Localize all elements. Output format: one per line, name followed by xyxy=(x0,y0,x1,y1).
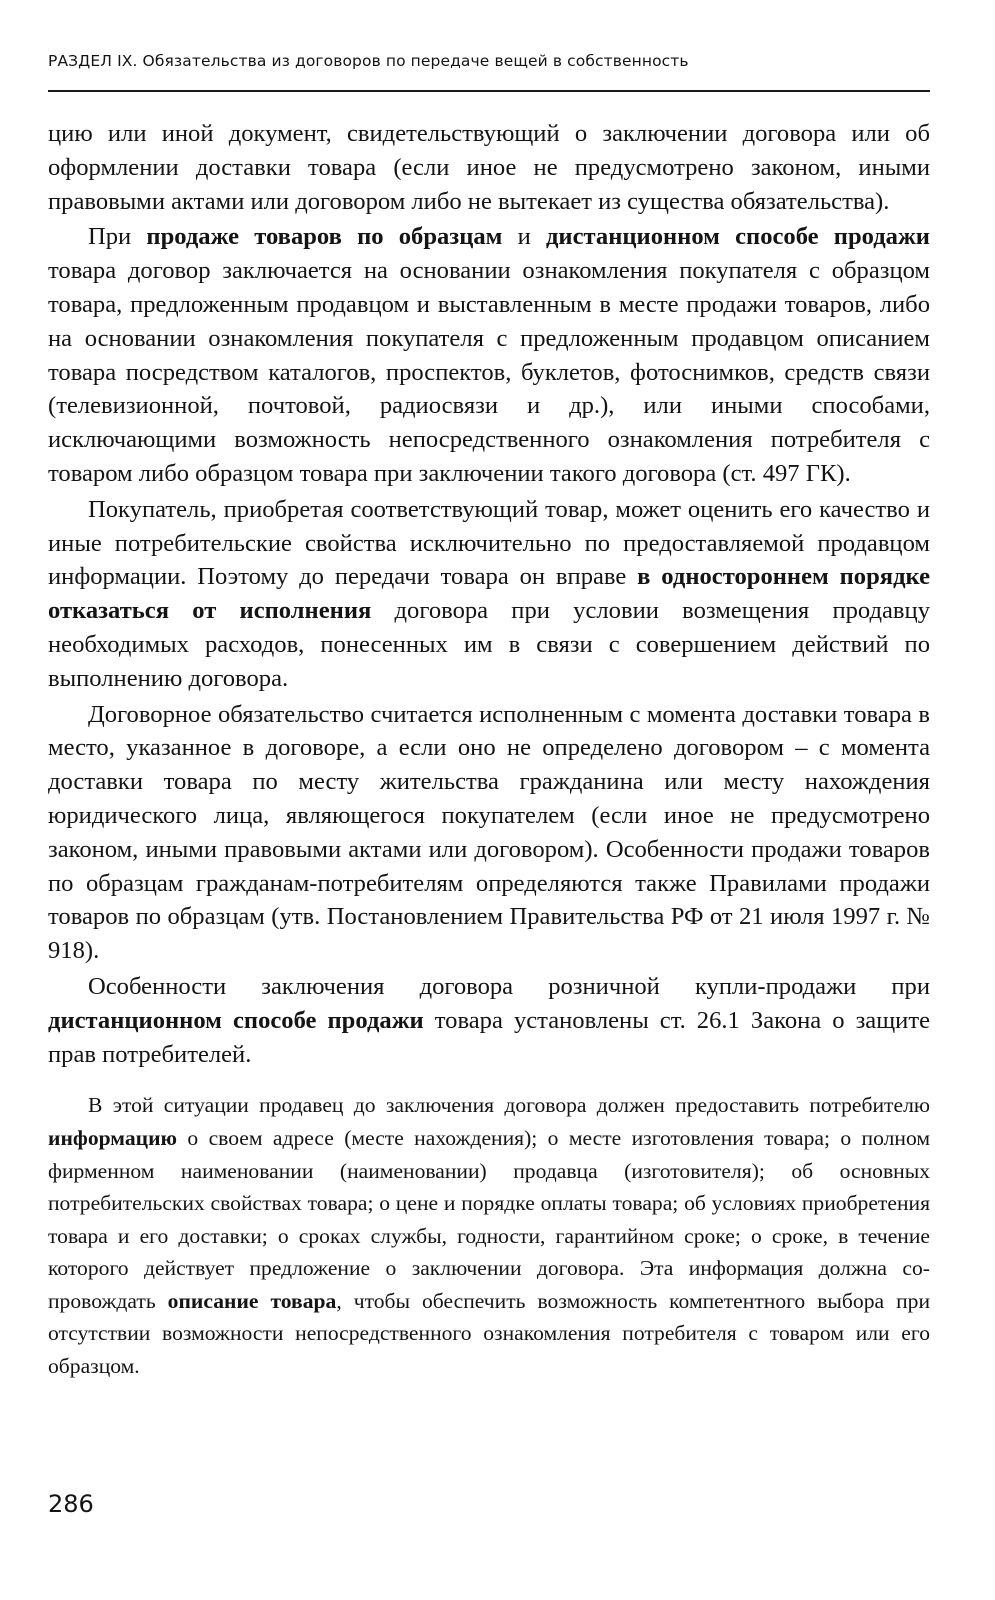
paragraph-5-text-2: товара установлены ст. 26.1 Закона о защите прав потребителей. xyxy=(48,1006,930,1068)
paragraph-4 xyxy=(48,698,930,968)
paragraph-1 xyxy=(48,117,930,218)
paragraph-6 xyxy=(48,1089,930,1382)
term-distance-selling-2: дистанционном способе продажи xyxy=(48,1006,424,1034)
paragraph-2-text-3: товара договор заключается на основании ознакомления покупателя с образцом товара, предложенным продавцом и выставленным в месте продажи товаров, либо на основании ознакомления покупателя с предложенным продавцом описанием товара посредством каталогов, проспектов, буклетов, фотоснимков, средств связи (телевизионной, почтовой, радиосвязи и др.), или иными способами, исключающими возможность непосредственного ознакомления потребителя с товаром либо образцом товара при заключении такого договора (ст. 497 ГК). xyxy=(48,257,930,487)
paragraph-5-text-1: Особенности заключения договора розничной купли-продажи при xyxy=(88,972,930,1000)
page-number: 286 xyxy=(48,1490,94,1518)
paragraph-4-text: Договорное обязательство считается исполненным с момента доставки товара в место, указанное в договоре, а если оно не определено договором – с момента доставки товара по месту жительства гражданина или месту нахождения юридического лица, являющегося покупателем (если иное не предусмотрено законом, иными правовыми актами или договором). Особенности продажи товаров по образцам гражданам-потребителям определяются также Правилами продажи товаров по образцам (утв. Постановлением Правительства РФ от 21 июля 1997 г. № 918). xyxy=(48,700,930,965)
term-sale-by-samples: продаже товаров по образцам xyxy=(146,223,503,251)
term-distance-selling: дистанционном способе продажи xyxy=(545,223,930,251)
paragraph-2-text-1: При xyxy=(88,223,147,251)
paragraph-6-text-1: В этой ситуации продавец до заключения договора должен предоставить потребителю xyxy=(88,1093,930,1118)
paragraph-1-text: цию или иной документ, свидетельствующий о заключении договора или об оформлении доставки товара (если иное не предусмотрено законом, иными правовыми актами или договором либо не вытекает из существа обязательства). xyxy=(48,120,930,215)
paragraph-3-text-2: договора при условии возмещения продавцу необходимых расходов, понесенных им в связи с совершением действий по выполнению договора. xyxy=(48,597,930,692)
paragraph-2 xyxy=(48,220,930,490)
paragraph-2-text-2: и xyxy=(502,223,546,251)
running-head: РАЗДЕЛ IX. Обязательства из договоров по передаче вещей в собственность xyxy=(48,52,689,70)
paragraph-6-text-2: о своем адресе (месте нахождения); о месте изготовления товара; о полном фирменном наименовании (наименовании) продавца (изготовителя); об основных потребительских свойствах товара; о цене и порядке оплаты товара; об условиях приобретения товара и его доставки; о сроках службы, годности, гарантийном сроке; о сроке, в течение которого действует предложение о заключении договора. Эта информация должна сопровождать xyxy=(48,1125,930,1313)
paragraph-6-text-3: , чтобы обеспечить возможность компетентного выбора при отсутствии возможности непосредственного ознакомления потребителя с товаром или его образцом. xyxy=(48,1288,930,1379)
term-unilateral-refusal: в одностороннем порядке отказаться от исполнения xyxy=(48,563,930,625)
paragraph-3 xyxy=(48,493,930,696)
term-information: информацию xyxy=(48,1125,178,1150)
paragraph-5 xyxy=(48,970,930,1071)
header-rule xyxy=(48,90,930,92)
paragraph-3-text-1: Покупатель, приобретая соответствующий товар, может оценить его качество и иные потребительские свойства исключительно по предоставляемой продавцом информации. Поэтому до передачи товара он вправе xyxy=(48,495,930,591)
body-text xyxy=(48,117,930,1383)
term-product-description: описание товара xyxy=(167,1288,337,1313)
